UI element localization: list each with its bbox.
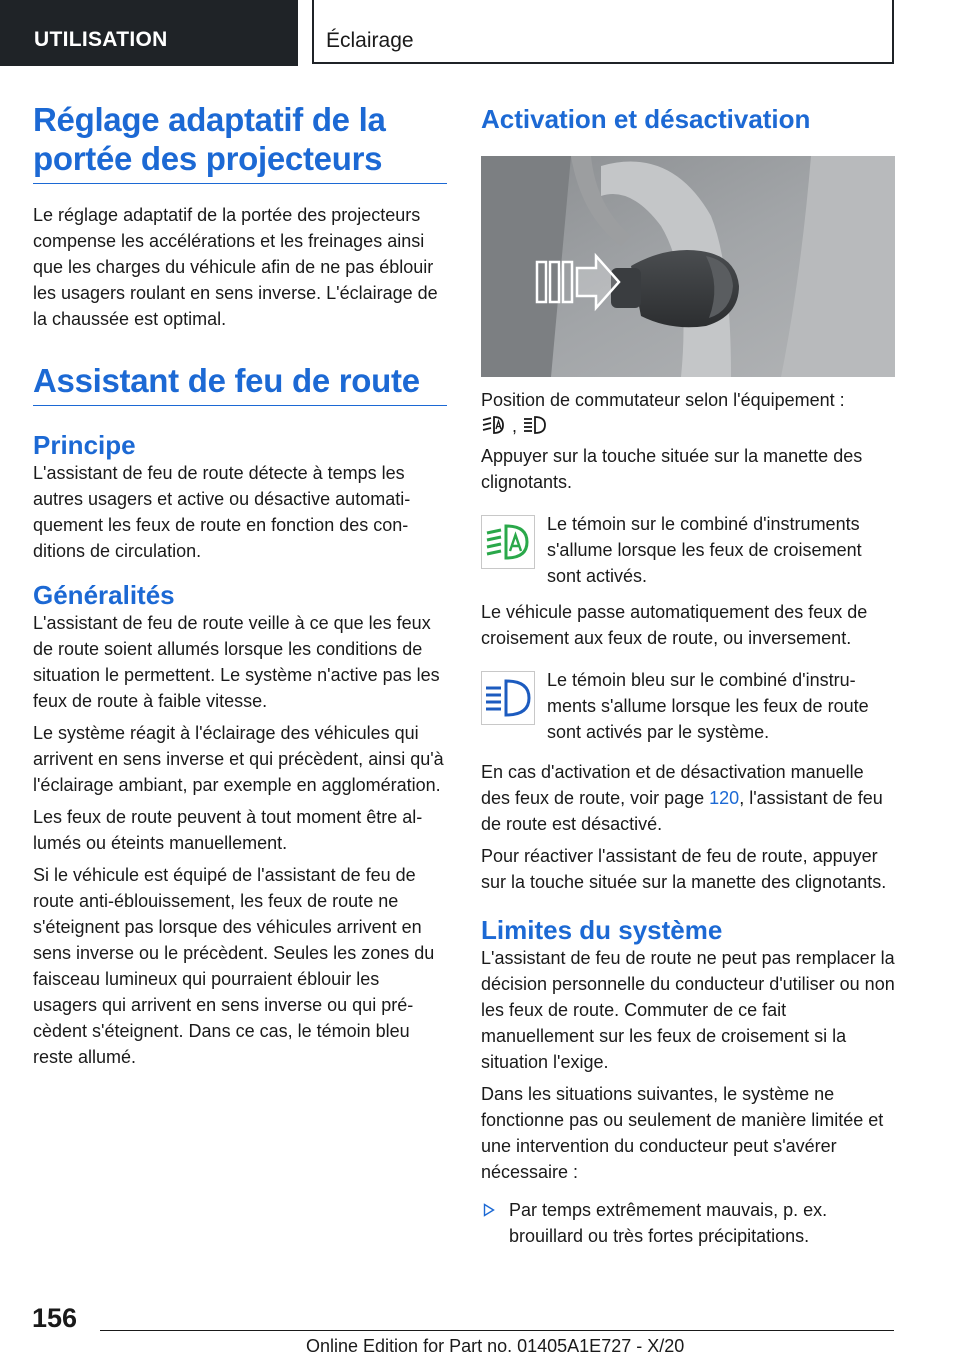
- chapter-title: Éclairage: [326, 29, 414, 52]
- paragraph-switch-position: [481, 387, 895, 439]
- manual-text-start: En cas d'activation et de désactivation manuelle des feux de route, voir page: [481, 762, 864, 808]
- paragraph-press-button: Appuyer sur la touche située sur la manette des clignotants.: [481, 446, 863, 492]
- section-tab: [0, 0, 298, 66]
- section-title: UTILISATION: [34, 28, 168, 51]
- paragraph-manual: [481, 759, 895, 837]
- paragraph-general-1: L'assistant de feu de route veille à ce que les feux de route soient allumés lorsque les conditions de situation le permettent. Le système n'active pas les feux de route à faible vitesse.: [33, 613, 440, 711]
- left-column: [33, 100, 447, 1070]
- lever-illustration: [481, 156, 895, 377]
- heading-activation: Activation et désactivation: [481, 104, 811, 134]
- paragraph-principe: L'assistant de feu de route détecte à temps les autres usagers et active ou désactive automatiquement les feux de route en fonction des conditions de circulation.: [33, 463, 411, 561]
- note-high-beam: [481, 667, 895, 745]
- paragraph-adaptive-range: Le réglage adaptatif de la portée des projecteurs compense les accélérations et les freinages ainsi que les charges du véhicule afin de ne pas éblouir les usagers roulant en sens inverse. L'éclairage de la chaussée est optimal.: [33, 205, 438, 329]
- paragraph-limits-2: Dans les situations suivantes, le système ne fonctionne pas ou seulement de manière limitée et une intervention du conducteur peut s'avérer nécessaire :: [481, 1084, 884, 1182]
- paragraph-general-3: Les feux de route peuvent à tout moment être allumés ou éteints manuellement.: [33, 807, 423, 853]
- manual-text-end: , l'assistant de feu de route est désactivé.: [481, 788, 883, 834]
- high-beam-assist-icon: [522, 414, 548, 436]
- note-low-beam-text: Le témoin sur le combiné d'instruments s'allume lorsque les feux de croisement sont activés.: [547, 514, 862, 586]
- list-item-text: Par temps extrêmement mauvais, p. ex. brouillard ou très fortes précipitations.: [509, 1200, 828, 1246]
- heading-system-limits: Limites du système: [481, 915, 723, 945]
- note-low-beam: [481, 511, 895, 589]
- switch-position-text: Position de commutateur selon l'équipement :: [481, 390, 845, 410]
- heading-high-beam-assistant: Assistant de feu de route: [33, 361, 447, 406]
- icon-separator: ,: [512, 416, 518, 436]
- paragraph-general-4: Si le véhicule est équipé de l'assistant de feu de route anti-éblouissement, les feux de route ne s'éteignent pas lorsque des véhicules arrivent en sens inverse ou le précèdent. Seules les zones du faisceau lumineux qui pourraient éblouir les usagers qui arrivent en sens inverse ou qui précèdent s'éteignent. Dans ce cas, le témoin bleu reste allumé.: [33, 865, 435, 1067]
- paragraph-reactivate: Pour réactiver l'assistant de feu de route, appuyer sur la touche située sur la manette des clignotants.: [481, 846, 887, 892]
- high-beam-indicator-icon: [481, 671, 535, 725]
- right-column: [481, 100, 895, 1249]
- note-high-beam-text: Le témoin bleu sur le combiné d'instruments s'allume lorsque les feux de route sont activés par le système.: [547, 670, 869, 742]
- list-item: [481, 1197, 895, 1249]
- paragraph-general-2: Le système réagit à l'éclairage des véhicules qui arrivent en sens inverse et qui précèdent, ainsi qu'à l'éclairage ambiant, par exemple en agglomération.: [33, 723, 444, 795]
- turn-signal-lever-photo: [481, 156, 895, 377]
- low-beam-indicator-icon: [481, 515, 535, 569]
- edition-text: Online Edition for Part no. 01405A1E727 - X/20: [306, 1336, 685, 1356]
- paragraph-limits-1: L'assistant de feu de route ne peut pas remplacer la décision personnelle du conducteur d'utiliser ou non les feux de route. Commuter de ce fait manuellement sur les feux de croisement si la situation l'exige.: [481, 948, 895, 1072]
- page-number: 156: [32, 1303, 78, 1333]
- page-reference-link[interactable]: 120: [709, 788, 740, 808]
- paragraph-auto-switch: Le véhicule passe automatiquement des feux de croisement aux feux de route, ou inversement.: [481, 602, 868, 648]
- heading-adaptive-range: Réglage adaptatif de la portée des projecteurs: [33, 100, 447, 184]
- footer-divider: [100, 1330, 894, 1331]
- auto-high-beam-icon: [481, 414, 507, 436]
- chapter-tab: [312, 0, 894, 64]
- triangle-bullet-icon: [483, 1203, 495, 1217]
- heading-principe: Principe: [33, 430, 136, 460]
- heading-generalites: Généralités: [33, 580, 175, 610]
